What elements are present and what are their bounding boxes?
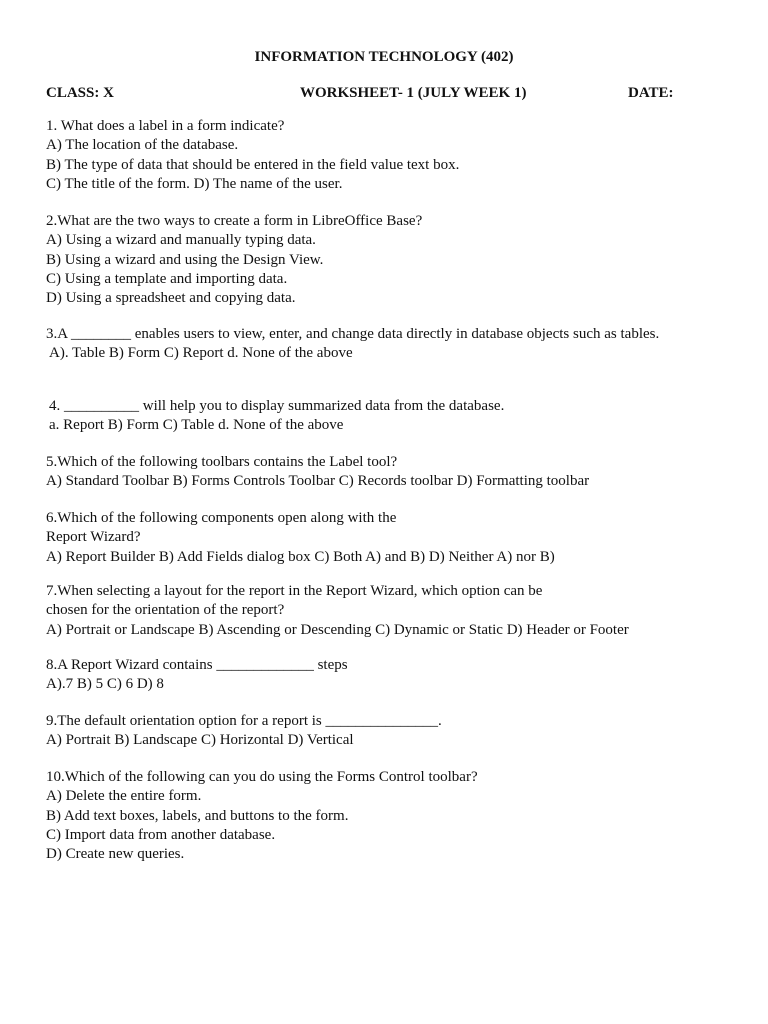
option-line: B) Using a wizard and using the Design View. (46, 251, 324, 268)
question-text: 2.What are the two ways to create a form in LibreOffice Base? (46, 213, 423, 229)
question-text: 5.Which of the following toolbars contains the Label tool? (46, 454, 398, 470)
option-line: A) Standard Toolbar B) Forms Controls Toolbar C) Records toolbar D) Formatting toolbar (46, 473, 590, 490)
worksheet-label: WORKSHEET- 1 (JULY WEEK 1) (300, 85, 527, 101)
question-4 (46, 397, 726, 436)
option-line: A) Portrait B) Landscape C) Horizontal D) Vertical (46, 732, 354, 749)
option-line: A) The location of the database. (46, 137, 239, 154)
option-line: A) Delete the entire form. (46, 788, 202, 805)
question-text: 9.The default orientation option for a report is _______________. (46, 713, 442, 729)
question-9 (46, 712, 726, 751)
option-line: D) Using a spreadsheet and copying data. (46, 290, 296, 307)
question-8 (46, 656, 726, 695)
option-line: C) The title of the form. D) The name of the user. (46, 175, 343, 192)
option-line: B) The type of data that should be entered in the field value text box. (46, 156, 460, 173)
question-10 (46, 768, 726, 864)
date-label: DATE: (628, 85, 674, 101)
option-line: A) Using a wizard and manually typing data. (46, 232, 316, 249)
question-text: chosen for the orientation of the report? (46, 602, 285, 619)
option-line: B) Add text boxes, labels, and buttons to the form. (46, 807, 349, 824)
option-line: D) Create new queries. (46, 846, 185, 863)
option-line: A) Portrait or Landscape B) Ascending or Descending C) Dynamic or Static D) Header or Footer (46, 621, 629, 638)
question-text: 10.Which of the following can you do using the Forms Control toolbar? (46, 769, 478, 785)
option-line: A) Report Builder B) Add Fields dialog box C) Both A) and B) D) Neither A) nor B) (46, 548, 555, 565)
option-line: A). Table B) Form C) Report d. None of the above (49, 345, 353, 362)
question-text: 7.When selecting a layout for the report in the Report Wizard, which option can be (46, 583, 543, 599)
question-2 (46, 212, 726, 308)
option-line: C) Using a template and importing data. (46, 270, 288, 287)
question-text: Report Wizard? (46, 529, 141, 546)
question-text: 6.Which of the following components open along with the (46, 510, 397, 526)
question-text: 3.A ________ enables users to view, enter, and change data directly in database objects such as tables. (46, 326, 660, 342)
option-line: C) Import data from another database. (46, 826, 276, 843)
question-1 (46, 117, 726, 194)
class-label: CLASS: X (46, 85, 114, 101)
question-text: 4. __________ will help you to display summarized data from the database. (49, 398, 505, 414)
question-text: 8.A Report Wizard contains _____________ steps (46, 657, 348, 673)
worksheet-title: INFORMATION TECHNOLOGY (402) (254, 49, 514, 65)
question-5 (46, 453, 726, 492)
option-line: A).7 B) 5 C) 6 D) 8 (46, 676, 164, 693)
question-text: 1. What does a label in a form indicate? (46, 118, 285, 134)
question-3 (46, 325, 676, 364)
question-6 (46, 509, 726, 567)
option-line: a. Report B) Form C) Table d. None of the above (49, 417, 344, 434)
question-7 (46, 582, 726, 640)
